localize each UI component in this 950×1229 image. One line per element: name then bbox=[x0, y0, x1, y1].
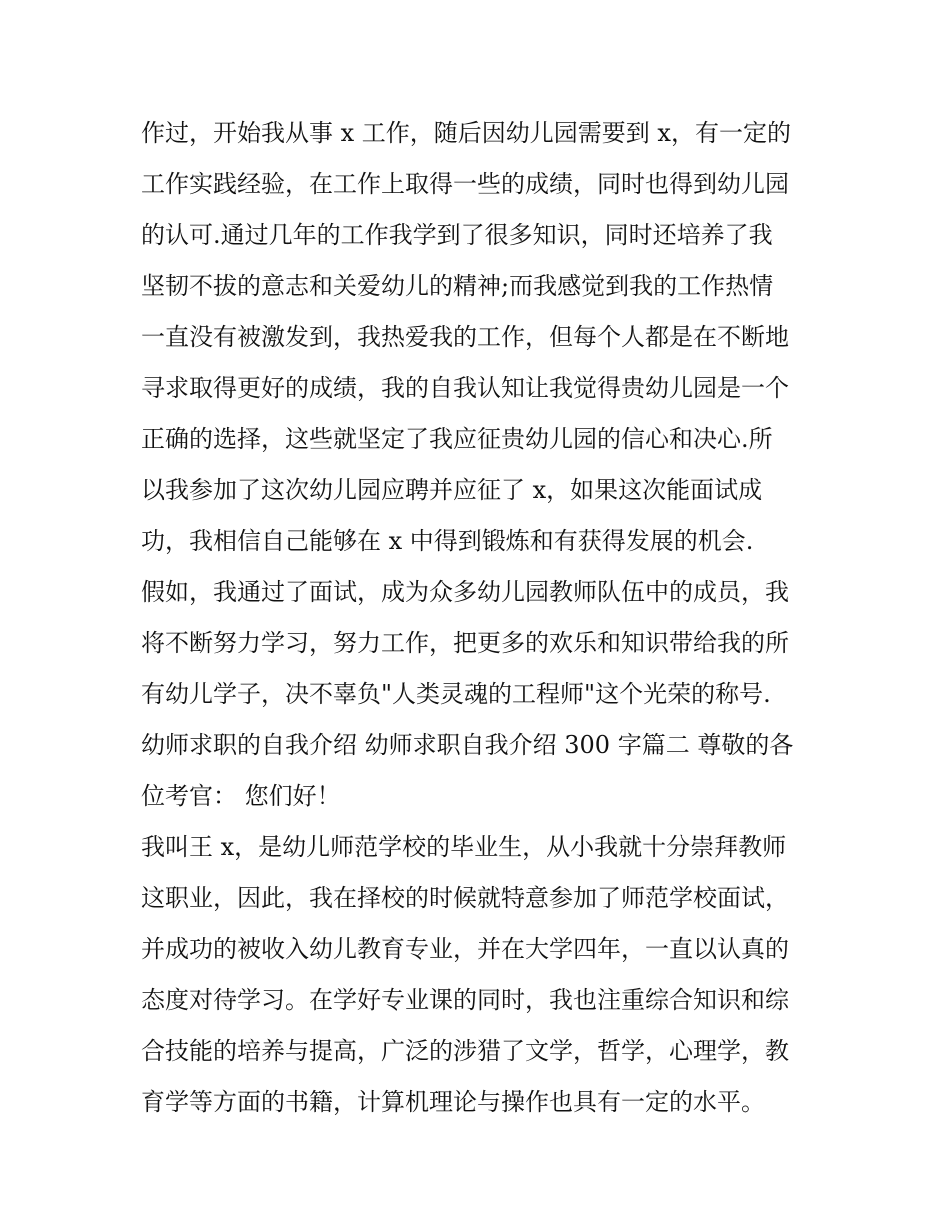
text-line: 态度对待学习。在学好专业课的同时，我也注重综合知识和综 bbox=[141, 986, 789, 1014]
text-line: 正确的选择，这些就坚定了我应征贵幼儿园的信心和决心.所 bbox=[141, 425, 773, 453]
text-line: 坚韧不拔的意志和关爱幼儿的精神;而我感觉到我的工作热情 bbox=[141, 272, 774, 300]
text-line: 工作实践经验，在工作上取得一些的成绩，同时也得到幼儿园 bbox=[141, 170, 789, 198]
text-line: 假如，我通过了面试，成为众多幼儿园教师队伍中的成员，我 bbox=[141, 578, 789, 606]
text-line: 作过，开始我从事 x 工作，随后因幼儿园需要到 x，有一定的 bbox=[141, 119, 791, 147]
text-line: 有幼儿学子，决不辜负"人类灵魂的工程师"这个光荣的称号. bbox=[141, 680, 771, 708]
text-line: 并成功的被收入幼儿教育专业，并在大学四年，一直以认真的 bbox=[141, 935, 789, 963]
text-line: 育学等方面的书籍，计算机理论与操作也具有一定的水平。 bbox=[141, 1088, 765, 1116]
text-line: 寻求取得更好的成绩，我的自我认知让我觉得贵幼儿园是一个 bbox=[141, 374, 789, 402]
text-line: 一直没有被激发到，我热爱我的工作，但每个人都是在不断地 bbox=[141, 323, 789, 351]
text-line: 的认可.通过几年的工作我学到了很多知识，同时还培养了我 bbox=[141, 221, 773, 249]
text-line: 这职业，因此，我在择校的时候就特意参加了师范学校面试， bbox=[141, 884, 789, 912]
section-heading-line: 幼师求职的自我介绍 幼师求职自我介绍 300 字篇二 尊敬的各 bbox=[141, 731, 794, 759]
salutation-line: 位考官： 您们好！ bbox=[141, 782, 341, 810]
text-line: 将不断努力学习，努力工作，把更多的欢乐和知识带给我的所 bbox=[141, 629, 789, 657]
text-line: 合技能的培养与提高，广泛的涉猎了文学，哲学，心理学，教 bbox=[141, 1037, 789, 1065]
text-line: 我叫王 x，是幼儿师范学校的毕业生，从小我就十分崇拜教师 bbox=[141, 833, 787, 861]
body-text bbox=[141, 108, 821, 1128]
text-line: 以我参加了这次幼儿园应聘并应征了 x，如果这次能面试成 bbox=[141, 476, 763, 504]
text-line: 功，我相信自己能够在 x 中得到锻炼和有获得发展的机会. bbox=[141, 527, 754, 555]
